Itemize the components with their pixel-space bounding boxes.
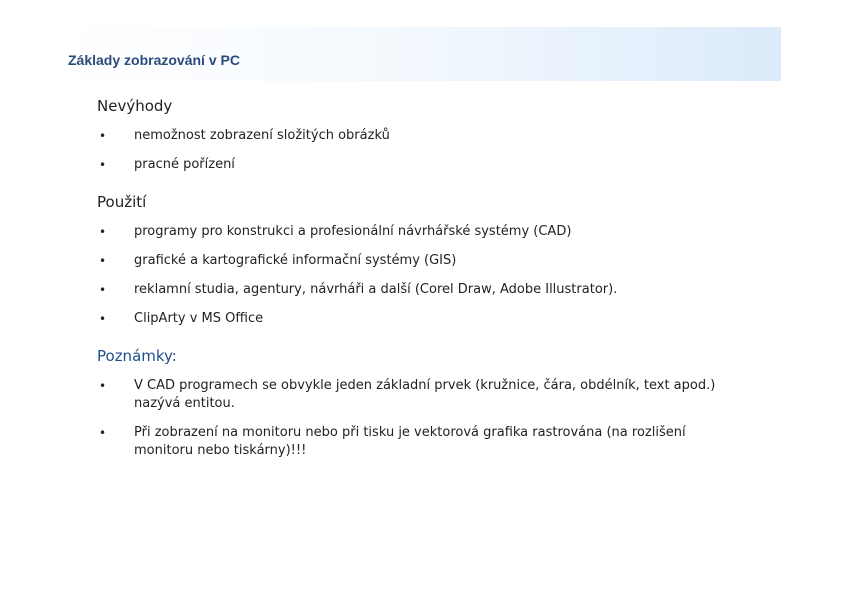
list-item-text: reklamní studia, agentury, návrháři a další (Corel Draw, Adobe Illustrator). xyxy=(134,282,618,297)
list-item xyxy=(97,377,737,413)
slide-content xyxy=(97,96,737,474)
list-item xyxy=(97,156,737,174)
bullet-icon: • xyxy=(99,283,107,297)
bullet-icon: • xyxy=(99,312,107,326)
section-heading-usage: Použití xyxy=(97,193,147,211)
disadvantages-list xyxy=(97,127,737,174)
list-item xyxy=(97,281,737,299)
bullet-icon: • xyxy=(99,426,107,440)
list-item-text: pracné pořízení xyxy=(134,157,235,172)
list-item-text: grafické a kartografické informační systémy (GIS) xyxy=(134,253,457,268)
bullet-icon: • xyxy=(99,129,107,143)
list-item-text: Při zobrazení na monitoru nebo při tisku je vektorová grafika rastrována (na rozlišení monitoru nebo tiskárny)!!! xyxy=(134,425,686,458)
usage-list xyxy=(97,223,737,328)
bullet-icon: • xyxy=(99,225,107,239)
bullet-icon: • xyxy=(99,379,107,393)
bullet-icon: • xyxy=(99,254,107,268)
slide-title: Základy zobrazování v PC xyxy=(68,52,240,68)
list-item-text: ClipArty v MS Office xyxy=(134,311,264,326)
list-item-text: nemožnost zobrazení složitých obrázků xyxy=(134,128,390,143)
list-item-text: programy pro konstrukci a profesionální návrhářské systémy (CAD) xyxy=(134,224,572,239)
slide-header xyxy=(61,27,781,81)
list-item-text: V CAD programech se obvykle jeden základní prvek (kružnice, čára, obdélník, text apod.) nazývá entitou. xyxy=(134,378,716,411)
list-item xyxy=(97,127,737,145)
list-item xyxy=(97,310,737,328)
list-item xyxy=(97,223,737,241)
notes-list xyxy=(97,377,737,460)
bullet-icon: • xyxy=(99,158,107,172)
section-heading-notes: Poznámky: xyxy=(97,347,177,365)
section-notes xyxy=(97,346,737,460)
section-disadvantages xyxy=(97,96,737,174)
list-item xyxy=(97,424,737,460)
section-heading-disadvantages: Nevýhody xyxy=(97,97,173,115)
list-item xyxy=(97,252,737,270)
section-usage xyxy=(97,192,737,328)
